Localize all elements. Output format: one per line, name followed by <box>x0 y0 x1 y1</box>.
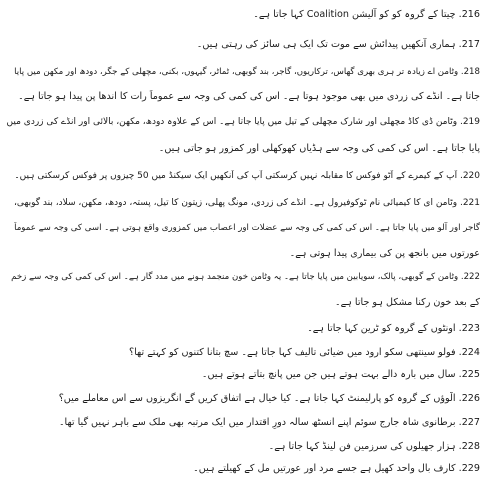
item-217-line-1: 217. ہماری آنکھیں پیدائش سے موت تک ایک ہی سائز کی رہتی ہیں۔ <box>196 39 480 50</box>
item-226-line-1: 226. الّوؤں کے گروہ کو پارلیمنٹ کہا جاتا ہے۔ کیا خیال ہے اتفاق کریں گے انگریزوں سے اس معاملے میں؟ <box>58 393 480 404</box>
item-222-line-1: 222. وٹامن کے گوبھی، پالک، سویابین میں پایا جاتا ہے۔ یہ وٹامن خون منجمد ہونے میں مدد گار ہے۔ اس کی کمی کی وجہ سے زخم <box>11 272 480 282</box>
item-216-line-1: 216. چیتا کے گروہ کو کو آلیشن Coalition کہا جاتا ہے۔ <box>253 9 480 20</box>
item-219-line-2: پایا جاتا ہے۔ اس کی کمی کی وجہ سے ہڈیاں کھوکھلی اور کمزور ہو جاتی ہیں۔ <box>158 143 480 154</box>
item-222-line-2: کے بعد خون رکنا مشکل ہو جاتا ہے۔ <box>335 297 480 308</box>
item-221-line-2: گاجر اور آلو میں پایا جاتا ہے۔ اس کی کمی کی وجہ سے عضلات اور اعصاب میں کمزوری واقع ہوتی ہے۔ اسی کی وجہ سے عموماً <box>14 223 480 233</box>
item-229-line-1: 229. کارف بال واحد کھیل ہے جسے مرد اور عورتیں مل کے کھیلتے ہیں۔ <box>193 463 480 474</box>
item-221-line-1: 221. وٹامن ای کا کیمیائی نام ٹوکوفیرول ہے۔ انڈے کی زردی، مونگ پھلی، زیتون کا تیل، پستہ، دودھ، مکھن، سلاد، بند گوبھی، <box>14 198 480 208</box>
item-228-line-1: 228. ہزار جھیلوں کی سرزمین فن لینڈ کہا جاتا ہے۔ <box>268 441 480 452</box>
item-227-line-1: 227. برطانوی شاہ جارج سوئم اپنے انسٹھ سالہ دورِ اقتدار میں ایک مرتبہ بھی ملک سے باہر نہیں گیا تھا۔ <box>58 417 480 428</box>
item-224-line-1: 224. فولو سینتھی سکو ارود میں ضیائی تالیف کہا جاتا ہے۔ سچ بتانا کتنوں کو کہتے تھا؟ <box>129 347 480 358</box>
item-219-line-1: 219. وٹامن ڈی کاڈ مچھلی اور شارک مچھلی کے تیل میں پایا جاتا ہے۔ اس کے علاوہ دودھ، مکھن، بالائی اور انڈے کی زردی میں <box>6 117 480 127</box>
item-223-line-1: 223. اونٹوں کے گروہ کو ٹرین کہا جاتا ہے۔ <box>307 323 480 334</box>
item-220-line-1: 220. آپ کے کیمرے کے آٹو فوکس کا مقابلہ نہیں کرسکتی آپ کی آنکھیں ایک سیکنڈ میں 50 چیزوں پر فوکس کرسکتی ہیں۔ <box>14 171 480 181</box>
item-225-line-1: 225. سال میں بارہ دالے بہت ہوتے ہیں جن میں پانچ بتاتے ہوتے ہیں۔ <box>201 369 480 380</box>
item-221-line-3: عورتوں میں بانجھ پن کی بیماری پیدا ہوتی ہے۔ <box>289 248 480 259</box>
item-218-line-1: 218. وٹامن اے زیادہ تر ہری بھری گھاس، ترکاریوں، گاجر، بند گوبھی، ٹماٹر، گیہوں، بکنی، مچھلی کے جگر، دودھ اور مکھن میں پایا <box>14 67 480 77</box>
item-218-line-2: جاتا ہے۔ انڈے کی زردی میں بھی موجود ہوتا ہے۔ اس کی کمی کی وجہ سے عموماً رات کا اندھا پن پیدا ہو جاتا ہے۔ <box>18 91 480 102</box>
